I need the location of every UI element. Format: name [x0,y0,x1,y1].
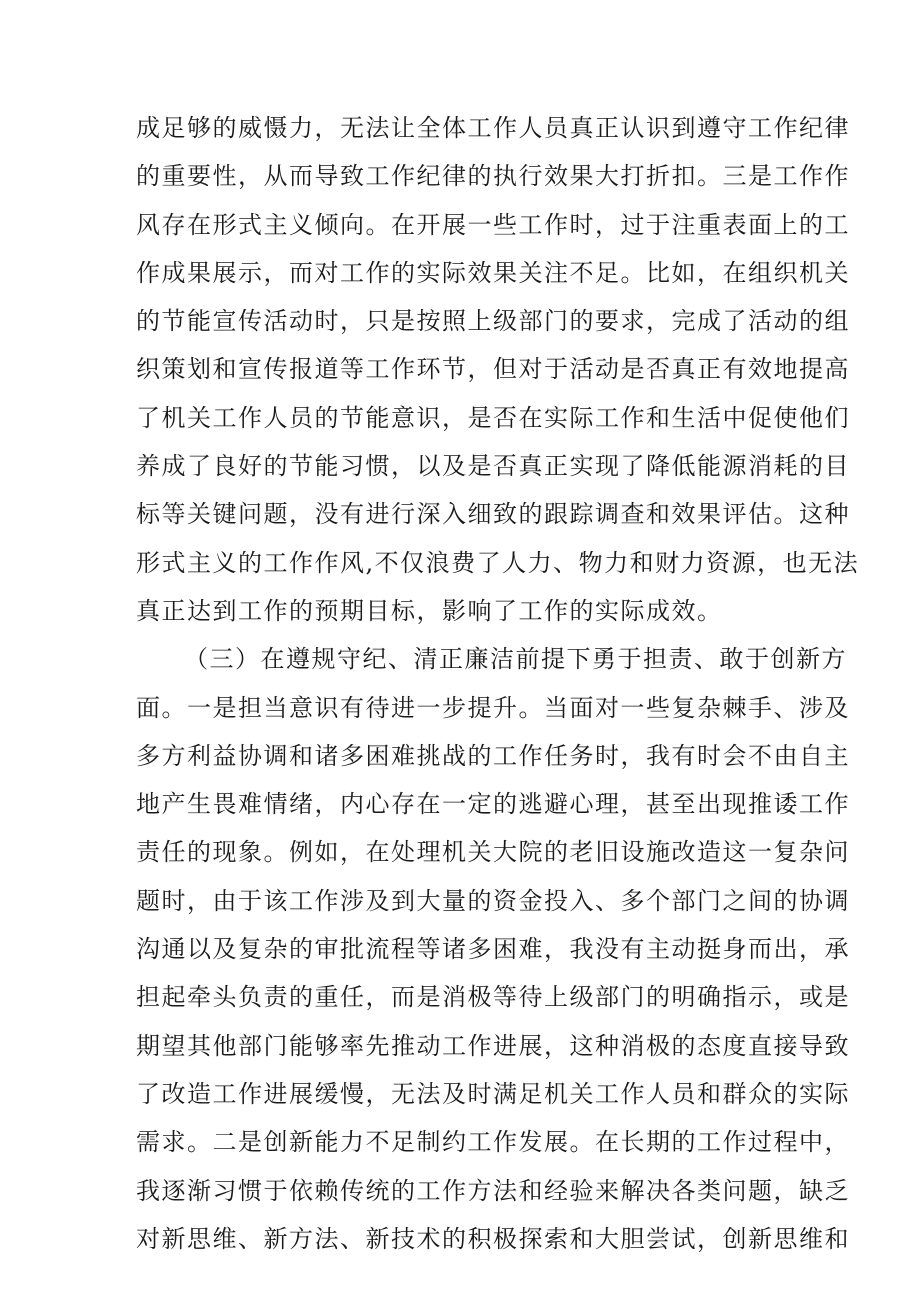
text-line-2: 的重要性，从而导致工作纪律的执行效果大打折扣。三是工作作 [136,162,850,191]
text-line-18: 沟通以及复杂的审批流程等诸多困难，我没有主动挺身而出，承 [136,935,850,964]
text-line-9: 标等关键问题，没有进行深入细致的跟踪调查和效果评估。这种 [136,500,850,529]
text-line-17: 题时，由于该工作涉及到大量的资金投入、多个部门之间的协调 [136,886,850,915]
document-body [136,104,860,1263]
text-line-21: 了改造工作进展缓慢，无法及时满足机关工作人员和群众的实际 [136,1079,850,1108]
text-line-13: 面。一是担当意识有待进一步提升。当面对一些复杂棘手、涉及 [136,693,850,722]
text-line-1: 成足够的威慑力，无法让全体工作人员真正认识到遵守工作纪律 [136,114,850,142]
text-line-8: 养成了良好的节能习惯，以及是否真正实现了降低能源消耗的目 [136,452,850,481]
text-line-3: 风存在形式主义倾向。在开展一些工作时，过于注重表面上的工 [136,210,850,239]
text-line-7: 了机关工作人员的节能意识，是否在实际工作和生活中促使他们 [136,403,850,432]
text-line-5: 的节能宣传活动时，只是按照上级部门的要求，完成了活动的组 [136,307,850,336]
text-line-6: 织策划和宣传报道等工作环节，但对于活动是否真正有效地提高 [136,355,850,384]
text-line-22: 需求。二是创新能力不足制约工作发展。在长期的工作过程中， [136,1128,850,1157]
text-line-4: 作成果展示，而对工作的实际效果关注不足。比如，在组织机关 [136,258,850,287]
text-line-11-paragraph-end: 真正达到工作的预期目标，影响了工作的实际成效。 [136,596,723,625]
text-line-23: 我逐渐习惯于依赖传统的工作方法和经验来解决各类问题，缺乏 [136,1176,850,1205]
text-line-24: 对新思维、新方法、新技术的积极探索和大胆尝试，创新思维和 [136,1224,850,1253]
text-line-14: 多方利益协调和诸多困难挑战的工作任务时，我有时会不由自主 [136,741,850,770]
text-line-10: 形式主义的工作作风,不仅浪费了人力、物力和财力资源，也无法 [136,548,860,577]
text-line-19: 担起牵头负责的重任，而是消极等待上级部门的明确指示，或是 [136,983,850,1012]
text-line-16: 责任的现象。例如，在处理机关大院的老旧设施改造这一复杂问 [136,838,850,867]
text-line-15: 地产生畏难情绪，内心存在一定的逃避心理，甚至出现推诿工作 [136,790,850,819]
section-heading-line: （三）在遵规守纪、清正廉洁前提下勇于担责、敢于创新方 [184,645,847,674]
text-line-20: 期望其他部门能够率先推动工作进展，这种消极的态度直接导致 [136,1031,850,1060]
